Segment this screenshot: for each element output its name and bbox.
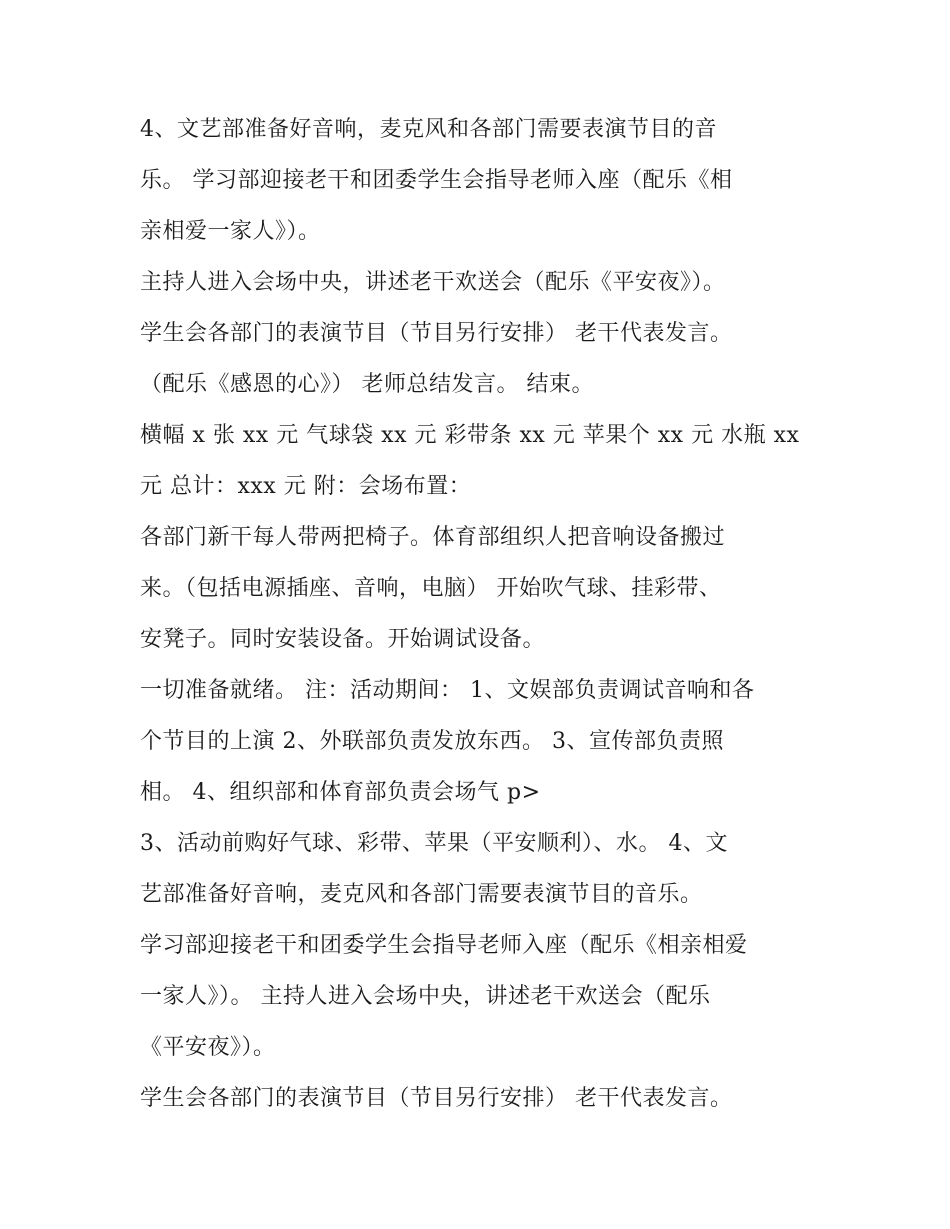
- paragraph-3: [140, 410, 830, 512]
- text-line: 学习部迎接老干和团委学生会指导老师入座（配乐《相亲相爱: [140, 933, 748, 958]
- paragraph-6: [140, 818, 830, 920]
- text-line: 《平安夜》）。: [140, 1035, 276, 1060]
- text-line: 乐。 学习部迎接老干和团委学生会指导老师入座（配乐《相: [140, 168, 733, 193]
- paragraph-4: [140, 512, 830, 665]
- text-line: 横幅 x 张 xx 元 气球袋 xx 元 彩带条 xx 元 苹果个 xx 元 水瓶 xx: [140, 423, 800, 448]
- paragraph-2: [140, 257, 830, 410]
- paragraph-5: [140, 665, 830, 818]
- text-line: 个节目的上演 2、外联部负责发放东西。 3、宣传部负责照: [140, 729, 724, 754]
- paragraph-7: [140, 920, 830, 1073]
- paragraph-8: [140, 1073, 830, 1124]
- text-line: 一家人》）。 主持人进入会场中央，讲述老干欢送会（配乐: [140, 984, 711, 1009]
- text-line: 安凳子。同时安装设备。开始调试设备。: [140, 627, 546, 652]
- text-line: 学生会各部门的表演节目（节目另行安排） 老干代表发言。: [140, 1086, 733, 1111]
- text-line: 来。（包括电源插座、音响，电脑） 开始吹气球、挂彩带、: [140, 576, 722, 601]
- text-line: 艺部准备好音响，麦克风和各部门需要表演节目的音乐。: [140, 882, 703, 907]
- text-line: 亲相爱一家人》）。: [140, 219, 321, 244]
- text-line: 元 总计：xxx 元 附：会场布置：: [140, 474, 472, 499]
- paragraph-1: [140, 104, 830, 257]
- text-line: 学生会各部门的表演节目（节目另行安排） 老干代表发言。: [140, 321, 733, 346]
- text-line: 4、文艺部准备好音响，麦克风和各部门需要表演节目的音: [140, 117, 717, 142]
- document-body: [140, 104, 830, 1124]
- text-line: 各部门新干每人带两把椅子。体育部组织人把音响设备搬过: [140, 525, 726, 550]
- text-line: （配乐《感恩的心》） 老师总结发言。 结束。: [140, 372, 594, 397]
- text-line: 主持人进入会场中央，讲述老干欢送会（配乐《平安夜》）。: [140, 270, 726, 295]
- text-line: 3、活动前购好气球、彩带、苹果（平安顺利）、水。 4、文: [140, 831, 728, 856]
- text-line: 一切准备就绪。 注：活动期间： 1、文娱部负责调试音响和各: [140, 678, 755, 703]
- text-line: 相。 4、组织部和体育部负责会场气 p>: [140, 780, 541, 805]
